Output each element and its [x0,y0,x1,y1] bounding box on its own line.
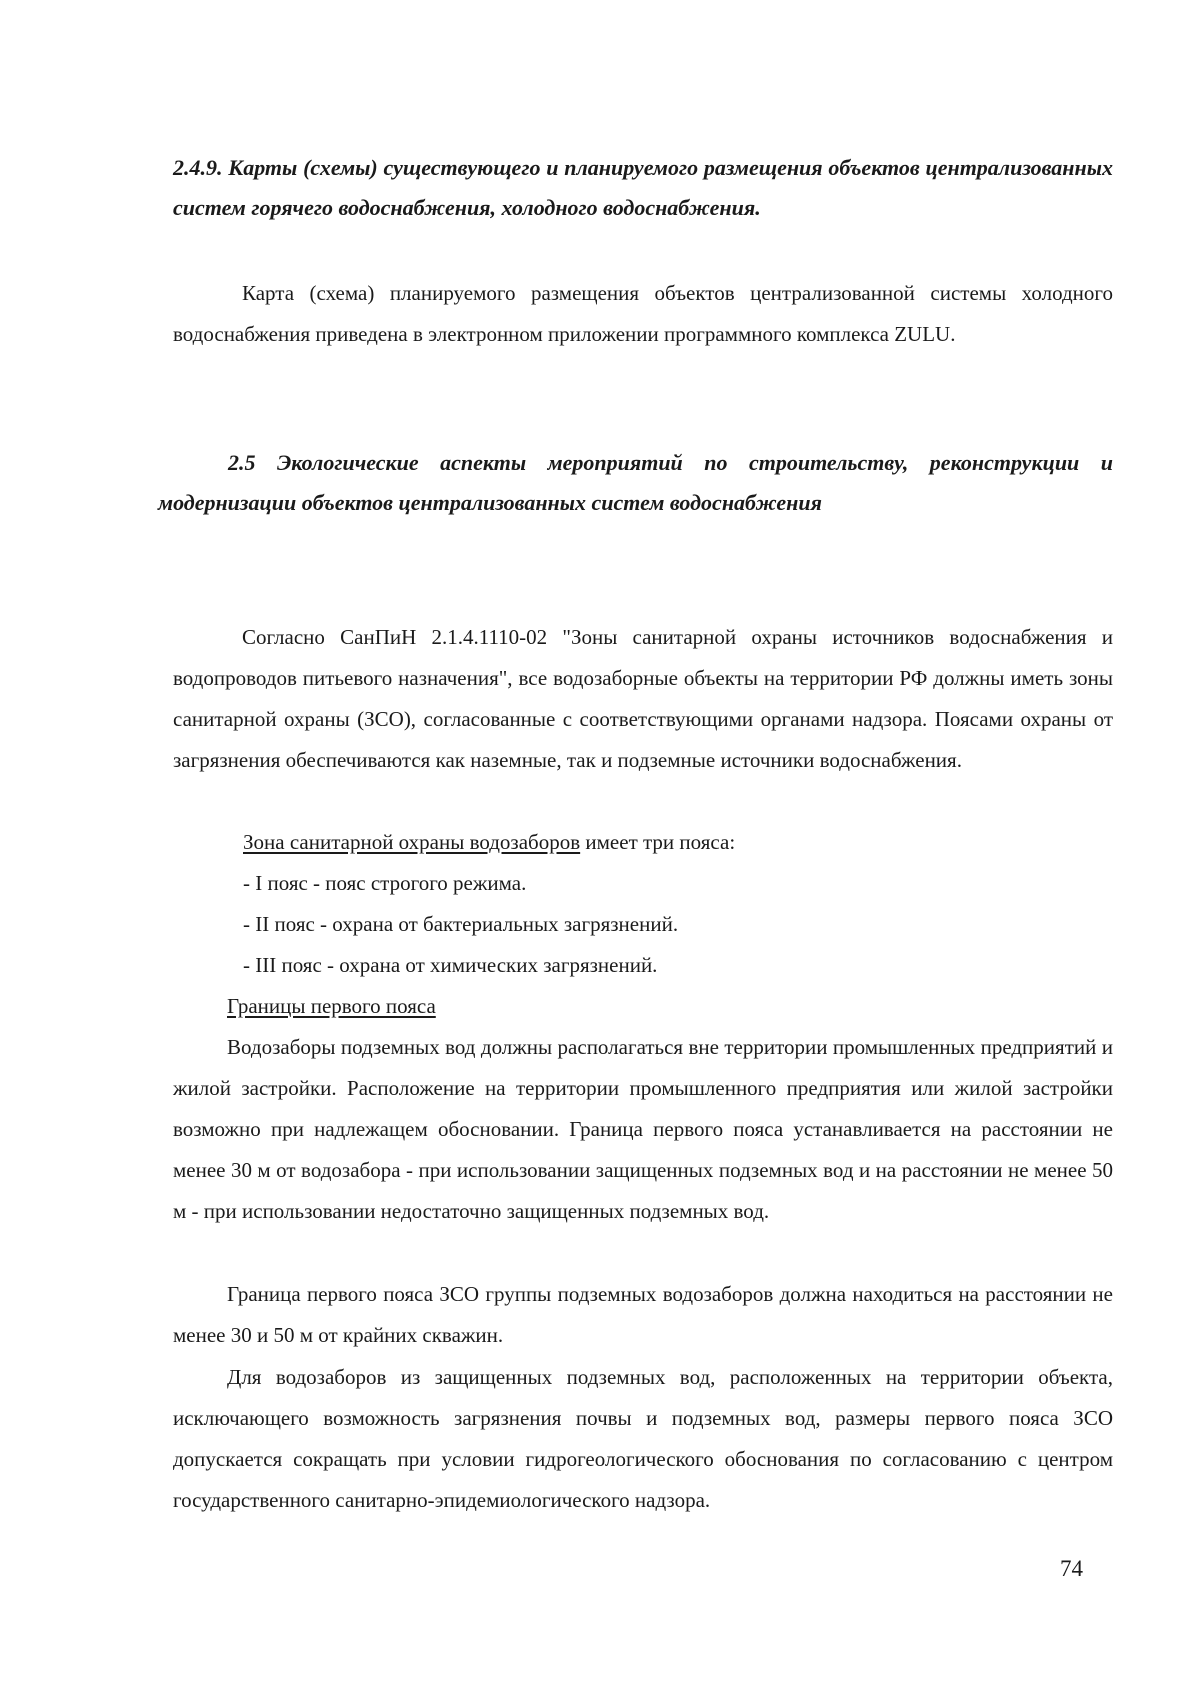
zone-underlined-term: Зона санитарной охраны водозаборов [243,830,581,854]
section-heading-2-5-text: 2.5 Экологические аспекты мероприятий по строительству, реконструкции и модернизации объектов централизованных систем водоснабжения [158,450,1113,515]
belt-item-3: - III пояс - охрана от химических загрязнений. [243,953,658,977]
sanpin-intro-paragraph: Согласно СанПиН 2.1.4.1110-02 "Зоны санитарной охраны источников водоснабжения и водопроводов питьевого назначения", все водозаборные объекты на территории РФ должны иметь зоны санитарной охраны (ЗСО), согласованные с соответствующими органами надзора. Поясами охраны от загрязнения обеспечиваются как наземные, так и подземные источники водоснабжения. [173,625,1113,772]
first-belt-paragraph-1: Водозаборы подземных вод должны располагаться вне территории промышленных предприятий и жилой застройки. Расположение на территории промышленного предприятия или жилой застройки возможно при надлежащем обосновании. Граница первого пояса устанавливается на расстоянии не менее 30 м от водозабора - при использовании защищенных подземных вод и на расстоянии не менее 50 м - при использовании недостаточно защищенных подземных вод. [173,1035,1113,1223]
first-belt-borders-label: Границы первого пояса [227,994,436,1018]
first-belt-paragraph-2: Граница первого пояса ЗСО группы подземных водозаборов должна находиться на расстоянии не менее 30 и 50 м от крайних скважин. [173,1282,1113,1347]
section-heading-2-5 [158,443,1113,523]
page-number: 74 [1060,1556,1083,1581]
belt-item-2: - II пояс - охрана от бактериальных загрязнений. [243,912,679,936]
section-heading-2-4-9: 2.4.9. Карты (схемы) существующего и планируемого размещения объектов централизованных систем горячего водоснабжения, холодного водоснабжения. [173,155,1113,220]
belt-item-1: - I пояс - пояс строгого режима. [243,871,527,895]
document-page [158,0,1113,1697]
section-2-4-9-paragraph: Карта (схема) планируемого размещения объектов централизованной системы холодного водоснабжения приведена в электронном приложении программного комплекса ZULU. [173,281,1113,346]
belts-list [243,863,1113,986]
first-belt-paragraph-3: Для водозаборов из защищенных подземных вод, расположенных на территории объекта, исключающего возможность загрязнения почвы и подземных вод, размеры первого пояса ЗСО допускается сокращать при условии гидрогеологического обоснования по согласованию с центром государственного санитарно-эпидемиологического надзора. [173,1365,1113,1512]
zone-intro-rest: имеет три пояса: [580,830,736,854]
zone-belts-intro [243,822,1113,863]
